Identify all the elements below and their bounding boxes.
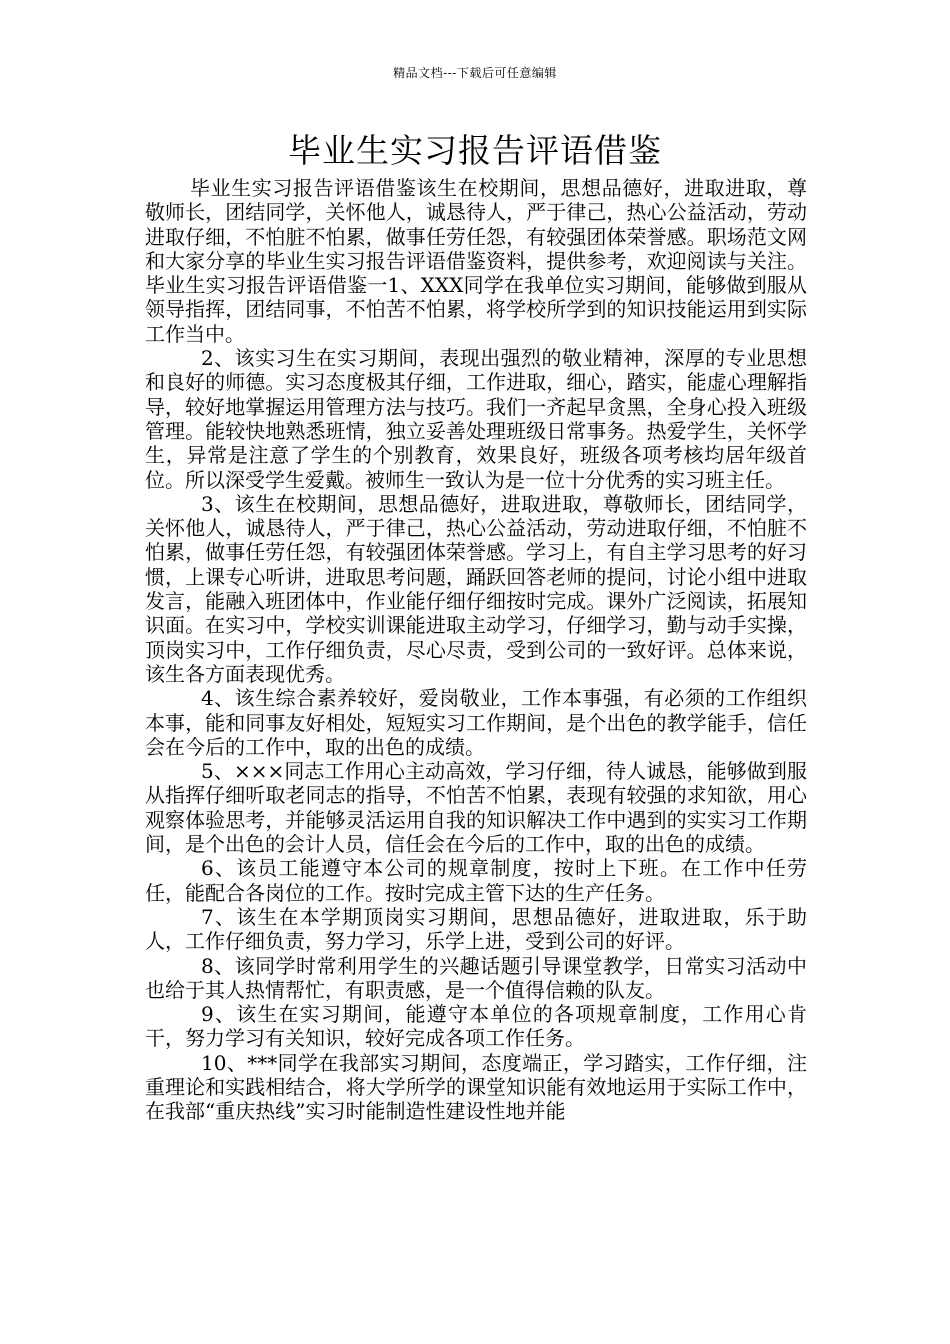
paragraph-9: 9、该生在实习期间，能遵守本单位的各项规章制度，工作用心肯干，努力学习有关知识，较好完成各项工作任务。 bbox=[145, 1002, 807, 1051]
paragraph-2: 2、该实习生在实习期间，表现出强烈的敬业精神，深厚的专业思想和良好的师德。实习态度极其仔细，工作进取，细心，踏实，能虚心理解指导，较好地掌握运用管理方法与技巧。我们一齐起早贪黑，全身心投入班级管理。能较快地熟悉班情，独立妥善处理班级日常事务。热爱学生，关怀学生，异常是注意了学生的个别教育，效果良好，班级各项考核均居年级首位。所以深受学生爱戴。被师生一致认为是一位十分优秀的实习班主任。 bbox=[145, 346, 807, 492]
document-title: 毕业生实习报告评语借鉴 bbox=[288, 131, 662, 170]
paragraph-8: 8、该同学时常利用学生的兴趣话题引导课堂教学，日常实习活动中也给于其人热情帮忙，有职责感，是一个值得信赖的队友。 bbox=[145, 953, 807, 1002]
paragraph-intro: 毕业生实习报告评语借鉴该生在校期间，思想品德好，进取进取，尊敬师长，团结同学，关怀他人，诚恳待人，严于律己，热心公益活动，劳动进取仔细，不怕脏不怕累，做事任劳任怨，有较强团体荣誉感。职场范文网和大家分享的毕业生实习报告评语借鉴资料，提供参考，欢迎阅读与关注。毕业生实习报告评语借鉴一1、XXX同学在我单位实习期间，能够做到服从领导指挥，团结同事，不怕苦不怕累，将学校所学到的知识技能运用到实际工作当中。 bbox=[145, 176, 807, 346]
page-header: 精品文档---下载后可任意编辑 bbox=[393, 66, 557, 80]
paragraph-6: 6、该员工能遵守本公司的规章制度，按时上下班。在工作中任劳任，能配合各岗位的工作。按时完成主管下达的生产任务。 bbox=[145, 856, 807, 905]
paragraph-3: 3、该生在校期间，思想品德好，进取进取，尊敬师长，团结同学，关怀他人，诚恳待人，严于律己，热心公益活动，劳动进取仔细，不怕脏不怕累，做事任劳任怨，有较强团体荣誉感。学习上，有自主学习思考的好习惯，上课专心听讲，进取思考问题，踊跃回答老师的提问，讨论小组中进取发言，能融入班团体中，作业能仔细仔细按时完成。课外广泛阅读，拓展知识面。在实习中，学校实训课能进取主动学习，仔细学习，勤与动手实操，顶岗实习中，工作仔细负责，尽心尽责，受到公司的一致好评。总体来说，该生各方面表现优秀。 bbox=[145, 491, 807, 686]
paragraph-4: 4、该生综合素养较好，爱岗敬业，工作本事强，有必须的工作组织本事，能和同事友好相处，短短实习工作期间，是个出色的教学能手，信任会在今后的工作中，取的出色的成绩。 bbox=[145, 686, 807, 759]
paragraph-10: 10、***同学在我部实习期间，态度端正，学习踏实，工作仔细，注重理论和实践相结合，将大学所学的课堂知识能有效地运用于实际工作中，在我部“重庆热线”实习时能制造性建设性地并能 bbox=[145, 1050, 807, 1124]
document-body bbox=[145, 176, 807, 1124]
paragraph-5: 5、×××同志工作用心主动高效，学习仔细，待人诚恳，能够做到服从指挥仔细听取老同志的指导，不怕苦不怕累，表现有较强的求知欲，用心观察体验思考，并能够灵活运用自我的知识解决工作中遇到的实实习工作期间，是个出色的会计人员，信任会在今后的工作中，取的出色的成绩。 bbox=[145, 759, 807, 857]
paragraph-7: 7、该生在本学期顶岗实习期间，思想品德好，进取进取，乐于助人，工作仔细负责，努力学习，乐学上进，受到公司的好评。 bbox=[145, 904, 807, 954]
